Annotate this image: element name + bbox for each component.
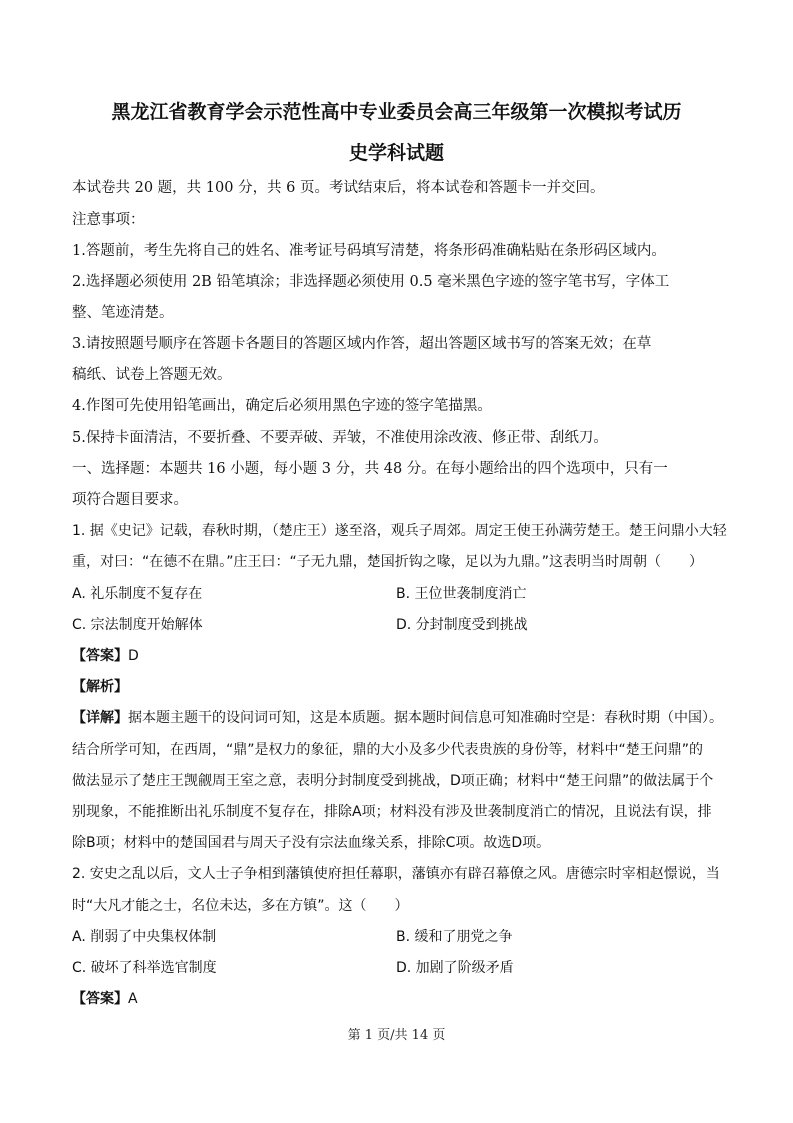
q1-answer bbox=[72, 646, 732, 666]
notice-item-2: 2.选择题必须使用 2B 铅笔填涂；非选择题必须使用 0.5 毫米黑色字迹的签字笔书写，字体工 bbox=[72, 274, 670, 290]
notice-item-2-cont: 整、笔迹清楚。 bbox=[72, 305, 174, 321]
notice-heading: 注意事项： bbox=[72, 212, 145, 228]
q1-option-a: A. 礼乐制度不复存在 bbox=[72, 586, 203, 602]
q1-answer-value: D bbox=[128, 648, 139, 664]
exam-summary: 本试卷共 20 题，共 100 分，共 6 页。考试结束后，将本试卷和答题卡一并交回。 bbox=[72, 180, 605, 196]
q1-option-d: D. 分封制度受到挑战 bbox=[396, 617, 528, 633]
document-title-line2: 史学科试题 bbox=[348, 142, 444, 164]
q2-stem-line1: 2. 安史之乱以后，文人士子争相到藩镇使府担任幕职，藩镇亦有辟召幕僚之风。唐德宗时宰相赵憬说，当 bbox=[72, 866, 720, 882]
notice-item-5: 5.保持卡面清洁，不要折叠、不要弄破、弄皱，不准使用涂改液、修正带、刮纸刀。 bbox=[72, 430, 608, 446]
q1-detail-text1: 据本题主题干的设问词可知，这是本质题。据本题时间信息可知准确时空是：春秋时期（中国）。 bbox=[128, 710, 723, 726]
notice-item-1: 1.答题前，考生先将自己的姓名、准考证号码填写清楚，将条形码准确粘贴在条形码区域内。 bbox=[72, 243, 666, 259]
q1-option-b: B. 王位世袭制度消亡 bbox=[396, 586, 527, 602]
document-title-line1: 黑龙江省教育学会示范性高中专业委员会高三年级第一次模拟考试历 bbox=[111, 101, 682, 123]
q2-option-d: D. 加剧了阶级矛盾 bbox=[396, 960, 514, 976]
notice-item-3-cont: 稿纸、试卷上答题无效。 bbox=[72, 367, 232, 383]
page-footer: 第 1 页/共 14 页 bbox=[347, 1028, 446, 1043]
section-heading-cont: 项符合题目要求。 bbox=[72, 492, 188, 508]
q1-option-c: C. 宗法制度开始解体 bbox=[72, 617, 203, 633]
q1-analysis bbox=[72, 677, 732, 697]
q1-analysis-tag: 【解析】 bbox=[72, 679, 128, 695]
notice-item-3: 3.请按照题号顺序在答题卡各题目的答题区域内作答，超出答题区域书写的答案无效；在草 bbox=[72, 336, 652, 352]
q1-detail-line3: 做法显示了楚庄王觊觎周王室之意，表明分封制度受到挑战，D项正确；材料中“楚王问鼎”的做法属于个 bbox=[72, 773, 714, 789]
q2-answer-tag: 【答案】 bbox=[72, 991, 128, 1007]
q1-stem-line2: 重，对曰：“在德不在鼎。”庄王曰：“子无九鼎，楚国折钩之喙，足以为九鼎。”这表明当时周朝（ ） bbox=[72, 554, 704, 570]
q2-option-b: B. 缓和了朋党之争 bbox=[396, 929, 513, 945]
q2-option-a: A. 削弱了中央集权体制 bbox=[72, 929, 217, 945]
q1-stem-line1: 1. 据《史记》记载，春秋时期，（楚庄王）遂至洛，观兵子周郊。周定王使王孙满劳楚王。楚王问鼎小大轻 bbox=[72, 523, 727, 539]
q2-answer-value: A bbox=[128, 991, 138, 1007]
section-heading: 一、选择题：本题共 16 小题，每小题 3 分，共 48 分。在每小题给出的四个选项中，只有一 bbox=[72, 461, 668, 477]
q2-option-c: C. 破坏了科举选官制度 bbox=[72, 960, 217, 976]
q1-detail-line4: 别现象，不能推断出礼乐制度不复存在，排除A项；材料没有涉及世袭制度消亡的情况，且说法有误，排 bbox=[72, 804, 712, 820]
q1-detail-line5: 除B项；材料中的楚国国君与周天子没有宗法血缘关系，排除C项。故选D项。 bbox=[72, 835, 551, 851]
q1-detail-tag: 【详解】 bbox=[72, 710, 128, 726]
q1-detail-line2: 结合所学可知，在西周，“鼎”是权力的象征，鼎的大小及多少代表贵族的身份等，材料中“楚王问鼎”的 bbox=[72, 742, 704, 758]
q1-detail-line1 bbox=[72, 708, 732, 728]
notice-item-4: 4.作图可先使用铅笔画出，确定后必须用黑色字迹的签字笔描黑。 bbox=[72, 398, 492, 414]
q1-answer-tag: 【答案】 bbox=[72, 648, 128, 664]
q2-answer bbox=[72, 989, 732, 1009]
q2-stem-line2: 时“大凡才能之士，名位未达，多在方镇”。这（ ） bbox=[72, 898, 409, 914]
